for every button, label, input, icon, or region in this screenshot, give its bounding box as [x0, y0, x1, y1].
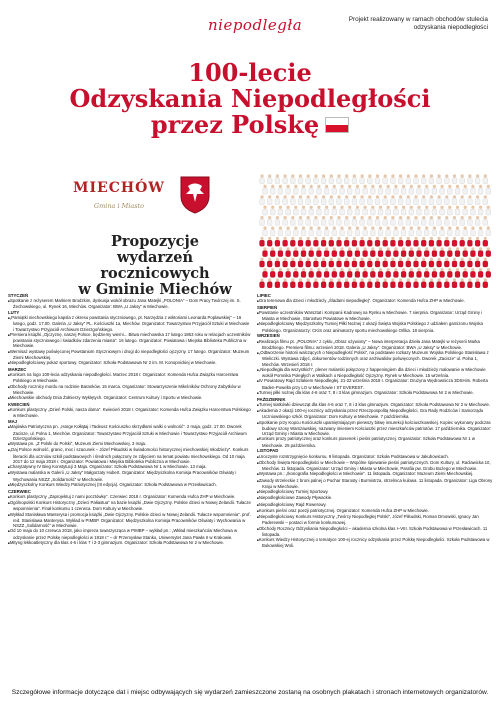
- event-item: ■ Wystawa pn.: „Ikonografia Niepodległości w Miechowie”. 11 listopada. Organizator: Muzeum Ziemi Miechowskiej.: [257, 471, 494, 477]
- event-item: ■ Wystawa pn. „Z Polski do Polski”, Muzeum Ziemi Miechowskiej. 3 maja.: [8, 441, 251, 447]
- event-item: ■ Uroczyste rozstrzygnięcie konkursu. 9 listopada. Organizator: Szkoła Podstawowa w Jakubowicach.: [257, 454, 494, 460]
- month-heading: STYCZEŃ: [8, 292, 29, 298]
- event-item: ■ Turniej siatkówki dziewcząt dla klas 4-6 oraz 7, 8 i 3 klas gimnazjum. Organizator: Szkoła Podstawowa Nr 2 w Miechowie.: [257, 402, 494, 408]
- event-item: ■ „Niepodległa dla wszystkich”, plener malarski połączony z happeningiem dla dzieci i młodzieży malowanie w Miechowie wokół Pomnika Poległych w Walkach o Niepodległość Ojczyzny. Rynek w Miechowie. 15 września.: [257, 367, 494, 379]
- month-heading: SIERPIEŃ: [257, 304, 278, 310]
- project-note: Projekt realizowany w ramach obchodów stulecia odzyskania niepodległości: [348, 16, 488, 31]
- title-line-1: 100-lecie: [188, 58, 312, 87]
- event-item: ■ Konkurs pieśni oraz poezji patriotycznej. Organizator: Komenda Hufca ZHP w Miechowie.: [257, 508, 494, 514]
- month-heading: LUTY: [8, 309, 20, 315]
- event-item: ■ Konkurs na logo 100-lecia odzyskania niepodległości. Marzec 2018 r. Organizator: Komenda Hufca Związku Harcerstwa Polskiego w Miechowie.: [8, 372, 251, 384]
- event-item: ■ Niepodległościowe Zawody Pływackie.: [257, 495, 494, 501]
- event-item: ■ IV Powiatowy Rajd Szlakiem Niepodległej. 21-22 września 2018 r. Organizator: Drużyna Wędrownicza 3DSHim. Roberta Baden-Powella przy LO w Miechowie I ST EVEREST.: [257, 378, 494, 390]
- event-item: ■ Spotkanie z reżyserem Markiem Brodzkim, dyskusja wokół obrazu Jana Matejki „POLONIA” – Dom Pracy Twórczej im. S. Żechowskiego, ul. Rynek 16, Miechów. Organizator: BWA „U Jaksy” w Miechowie.: [8, 298, 251, 310]
- event-item: ■ Majówka Patriotyczna pn. „Harge Kołłątaj i Tadeusz Kościuszko skrzydłami walki o wolność”. 2 maja, godz. 17.00. Dworek Zacisze, ul. Polna 1, Miechów. Organizator: Towarzystwo Przyjaciół Sztuki w Miechowie i Towarzystwo Przyjaciół Archiwum Dzierzgońskiego.: [8, 424, 251, 441]
- month-heading: KWIECIEŃ: [8, 401, 30, 407]
- title-line-2: Odzyskania Niepodległości: [69, 84, 431, 113]
- event-item: ■ Mityng lekkoatletyczny dla klas 4-6 i klas 7 i 2-3 gimnazjum. Organizator: Szkoła Podstawowa Nr 2 w Miechowie.: [8, 540, 251, 546]
- proposals-line-1: Propozycje: [111, 233, 199, 250]
- logo-subtitle: Gmina i Miasto: [93, 202, 145, 210]
- coat-of-arms-icon: [180, 176, 210, 214]
- event-item: ■ Powstanie uczestników Warsztat i Kompanii Kadrowej na Rynku w Miechowie. 7 sierpnia. Organizator: Urząd Gminy i Miasta w Miechowie, Starostwo Powiatowe w Miechowie.: [257, 310, 494, 322]
- polish-flag-icon: [325, 117, 349, 133]
- page-title: [0, 60, 500, 138]
- event-item: ■ Miechowskie obchody Dnia Żołnierzy Wyklętych. Organizator: Centrum Kultury i Sportu w Miechowie.: [8, 395, 251, 401]
- event-item: ■ „Odtworzenie historii walczących o Niepodległość Polski”, na podstawie rozkazy Muzeum Wojska Polskiego Stanisława z Wieliczki. Wystawa zdjęć, dokumentów rodzinnych oraz archiwaliów poświęconych. Dworek „Zacisze” ul. Polna 1, Miechów. Wrzesień 2018 r.: [257, 350, 494, 367]
- month-heading: PAŹDZIERNIK: [257, 396, 286, 402]
- event-item: ■ Od 10 maja do 10 czerwca 2018, jako impreza towarzysząca w PIMBP – wykład pn.: „Wkład mieszkańców Miechowa w odzyskanie przez Polskę niepodległości w 1918 r.” – dr Przemysław Stanko, Uniwersytet Jana Pawła II w Krakowie.: [8, 528, 251, 540]
- event-item: ■ Konkurs plastyczny „Zaprojektuj z nami pocztówkę”. Czerwiec 2018 r. Organizator: Komenda Hufca ZHP w Miechowie.: [8, 494, 251, 500]
- title-line-3: przez Polskę: [0, 112, 500, 138]
- event-item: ■ Obchody Święta Niepodległości w Miechowie – Wspólne śpiewanie pieśni patriotycznych. Dom Kultury, ul. Racławicka 10, Miechów. 11 listopada. Organizator: Urząd Gminy i Miasta w Miechowie, Parafia pw. Grobu Bożego w Miechowie.: [257, 460, 494, 472]
- month-heading: CZERWIEC: [8, 488, 31, 494]
- event-item: ■ Realizacja filmu pt. „POLONIA” z cyklu „Obraz ożywiony” – Nowa interpretacja dzieła Jana Matejki w reżyserii Marka Brodzkiego. Premiera filmu: wrzesień 2018. Galeria „U Jaksy”. Organizator: BWA „U Jaksy” w Miechowie.: [257, 339, 494, 351]
- event-item: ■ Akademia z okazji 100-ej rocznicy odzyskania przez Rzeczpospolitą Niepodległości. Gra Rady Rodziców i Samorządu Uczniowskiego szkół. Organizator: Dom Kultury w Miechowie. 7 października.: [257, 408, 494, 420]
- event-item: ■ Spotkanie przy Kopcu Kościuszki upamiętniającym pierwszy bitwę insurekcji kościuszkowskiej. Kopiec wykonany podczas budowy szosy Warszawskiej, nazwany imieniem Kościuszki przez mieszkańców patriotów. 17 października. Organizator: Urząd Gminy i Miasta w Miechowie.: [257, 420, 494, 437]
- event-item: ■ „Daj Polsce wolność, granic, moc i szacunek – Józef Piłsudski w świadomości historycznej miechowskiej młodzieży”. Konkurs literacki dla uczniów szkół podstawowych i średnich połączony ze zdjęciem na temat powiatu miechowskiego. Od 10 maja 2017 do 12 maja 2018 r. Organizator: Powiatowa i Miejska Biblioteka Publiczna w Miechowie.: [8, 447, 251, 464]
- event-item: ■ Wernisaż wystawy poświęconej Powstaniom Styczniowym i drogi do niepodległości ojczyzny. 17 lutego. Organizator: Muzeum Ziemi Miechowskiej.: [8, 349, 251, 361]
- event-item: ■ Wykład Stanisława Manterysa i promocja książki „Dwie Ojczyzny. Polskie dzieci w Nowej Zelandii. Tułacze wspomnienia”. prof. red. Stanisława Manterysa. Wykład w PIMBP. Organizator: Międzyszkolna Komisja Pracowników Oświaty i Wychowania w NSZZ „Solidarność” w Miechowie.: [8, 512, 251, 529]
- right-events-column: [257, 292, 494, 549]
- event-item: ■ Niepodległościowy Konkurs Historyczny „Twórcy Niepodległej Polski”, Józef Piłsudski, Roman Dmowski, Ignacy Jan Paderewski – postaci w formie konkursowej.: [257, 514, 494, 526]
- event-item: ■ Gra terenowa dla dzieci i młodzieży „Śladami niepodległej”. Organizator: Komenda Hufca ZHP w Miechowie.: [257, 298, 494, 304]
- crowd-flag-illustration: [258, 172, 494, 288]
- month-heading: LIPIEC: [257, 292, 271, 298]
- event-item: ■ Premiera książki „Ojczyznę, naszej Polsce, będziemy wierni... Bitwa miechowska 17 lutego 1863 roku w relacjach uczestników powstania styczniowego i świadków zdarzenia miasta”. 16 lutego. Organizator: Powiatowa i Miejska Biblioteka Publiczna w Miechowie.: [8, 332, 251, 349]
- municipality-logo: [64, 172, 216, 238]
- event-item: ■ Międzyszkolny Konkurs Wiedzy Patriotycznej (III edycja). Organizator: Szkoła Podstawowa w Przesławicach.: [8, 482, 251, 488]
- event-item: ■ Turniej piłki nożnej dla klas 4-6 oraz 7, 8 i 3 klas gimnazjum. Organizator: Szkoła Podstawowa Nr 2 w Miechowie.: [257, 390, 494, 396]
- event-item: ■ Niepodległościowy Międzyszkolny Turniej Piłki Nożnej z okazji Święta Wojska Polskiego z udziałem garnizonu Wojska Polskiego. Organizatorzy: CKiS oraz animatorzy sportu miechowskiego Orlika. 18 sierpnia.: [257, 321, 494, 333]
- left-events-column: [8, 292, 251, 546]
- event-item: ■ Zawody strzeleckie z broni palnej o Puchar Starosty i Burmistrza, strzelnica kulowa. 11 listopada. Organizator: Liga Obrony Kraju w Miechowie.: [257, 478, 494, 490]
- month-heading: WRZESIEŃ: [257, 333, 280, 339]
- event-item: ■ Wystawa malarska w Galerii „U Jaksy” Małgorzaty Hubert. Organizator: Międzyszkolna Komisja Pracowników Oświaty i Wychowania NSZZ „Solidarność” w Miechowie.: [8, 470, 251, 482]
- event-item: ■ „Pamiątki niechowskiego kapsla z okresu powstania styczniowego, pt. Narzędzia z wiktoriami Leonarda Poplawskiej” – 16 lutego, godz. 17.00. Galeria „U Jaksy” PL. Kościuszki 1a, Miechów. Organizator: Towarzystwo Przyjaciół Sztuki w Miechowie i Towarzystwo Przyjaciół Archiwum Dzierzgońskiego.: [8, 315, 251, 332]
- event-item: ■ Obchody Rocznicy Odzyskania Niepodległości – akademia szkolna klas I–VIII. Szkoła Podstawowa w Przesławicach. 11 listopada.: [257, 526, 494, 538]
- event-item: ■ Konkurs prozy patriotycznej oraz konkurs piosenek i pieśni patriotycznej. Organizator: Szkoła Podstawowa Nr 1 w Miechowie. 25 października.: [257, 436, 494, 448]
- event-item: ■ Niepodległościowy Turniej Sportowy.: [257, 489, 494, 495]
- event-item: ■ Konkurs plastyczny „Dzień Polski, nasza dama”. Kwiecień 2018 r. Organizator: Komenda Hufca Związku Harcerstwa Polskiego w Miechowie.: [8, 407, 251, 419]
- event-item: ■ Konkurs Wiedzy Historycznej o tematyce 100-ej rocznicy odzyskania przez Polskę Niepodległości. Szkoła Podstawowa w Bukowskiej Woli.: [257, 537, 494, 549]
- event-item: ■ Charytatywny IV Bieg Konstytucji 3 Maja. Organizator: Szkoła Podstawowa Nr 1 w Miechowie. 13 maja.: [8, 464, 251, 470]
- logo-name: MIECHÓW: [72, 180, 165, 196]
- month-heading: LISTOPAD: [257, 448, 279, 454]
- month-heading: MAJ: [8, 419, 18, 424]
- event-item: ■ Niepodległościowy Rajd Rowerowy.: [257, 502, 494, 508]
- proposals-heading: [60, 234, 250, 298]
- event-item: ■ Niepodległościowy pokaz sportowy. Organizator: Szkoła Podstawowa Nr 2 im. M. Konopnickiej w Miechowie.: [8, 360, 251, 366]
- month-heading: MARZEC: [8, 366, 27, 372]
- brand-logo: niepodległa: [208, 16, 303, 34]
- event-item: ■ Obchody rocznicy mordu na rodzinie Baranków. 15 marca. Organizator: Stowarzyszenie Miłośników Ochrony Zabytków w Miechowie.: [8, 384, 251, 396]
- footer-note: Szczegółowe informacje dotyczące dat i miejsc odbywających się wydarzeń zamieszczone zostaną na osobnych plakatach i stronach internetowych organizatorów.: [11, 689, 489, 696]
- proposals-line-3: w Gminie Miechów: [78, 281, 232, 298]
- proposals-line-2: wydarzeń rocznicowych: [100, 249, 210, 282]
- event-item: ■ Ogólnopolski Konkurs Historyczny „Dzieci Pałiastua” na bazie książki „Dwie Ojczyzny. Polskie dzieci w Nowej Zelandii. Tułacze wspomnienia”. Finał konkursu 1 czerwca. Dom Kultury w Miechowie.: [8, 500, 251, 512]
